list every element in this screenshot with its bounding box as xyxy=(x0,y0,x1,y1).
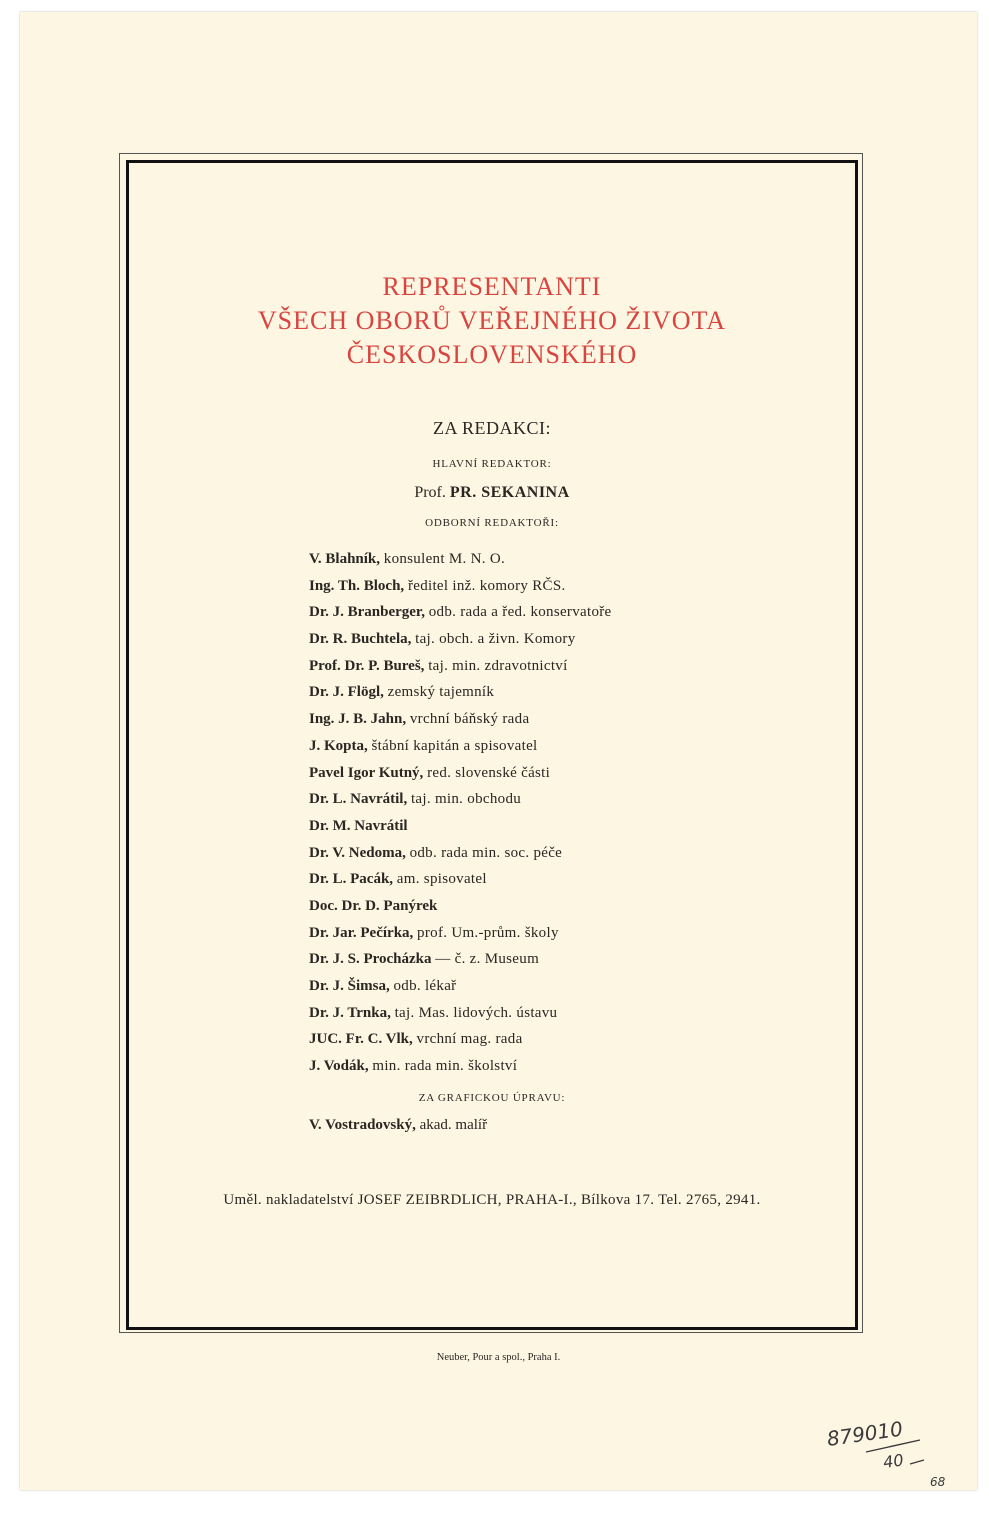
editor-entry xyxy=(309,679,612,706)
editor-name: Dr. R. Buchtela, xyxy=(309,631,412,648)
editor-name: J. Kopta, xyxy=(309,737,368,754)
editor-entry xyxy=(309,920,612,947)
printer-imprint: Neuber, Pour a spol., Praha I. xyxy=(436,1352,561,1363)
editor-entry xyxy=(309,706,612,733)
editor-entry xyxy=(309,786,612,813)
designer-name: V. Vostradovský, xyxy=(309,1117,416,1133)
svg-text:879010: 879010 xyxy=(825,1418,905,1451)
editor-name: Dr. L. Navrátil, xyxy=(309,791,408,808)
editor-entry xyxy=(309,946,612,973)
editor-entry xyxy=(309,1000,612,1027)
editor-role: prof. Um.-prům. školy xyxy=(417,924,559,941)
editor-entry xyxy=(309,653,612,680)
editor-role: taj. obch. a živn. Komory xyxy=(415,631,576,648)
editor-name: Dr. J. Branberger, xyxy=(309,604,425,621)
editor-role: taj. Mas. lidových. ústavu xyxy=(394,1004,558,1021)
editor-role: odb. rada a řed. konservatoře xyxy=(428,604,612,621)
editor-name: Ing. Th. Bloch, xyxy=(309,577,405,594)
editor-name: Dr. V. Nedoma, xyxy=(309,844,406,861)
editor-name: Doc. Dr. D. Panýrek xyxy=(309,897,438,914)
designer-role: akad. malíř xyxy=(419,1117,488,1133)
editor-role: vrchní mag. rada xyxy=(416,1031,523,1048)
document-title xyxy=(126,270,858,372)
editor-role: ředitel inž. komory RČS. xyxy=(407,577,566,594)
chief-editor-name: PR. SEKANINA xyxy=(449,484,570,501)
editor-role: zemský tajemník xyxy=(387,684,495,701)
editor-name: V. Blahník, xyxy=(309,551,381,567)
editor-name: Pavel Igor Kutný, xyxy=(309,764,424,781)
title-line-1: REPRESENTANTI xyxy=(382,272,602,301)
editor-role: — č. z. Museum xyxy=(435,951,540,968)
za-redakci-heading: ZA REDAKCI: xyxy=(433,418,551,438)
editor-entry xyxy=(309,1053,612,1080)
handwritten-archive-number xyxy=(822,1418,962,1493)
hlavni-redaktor-label: HLAVNÍ REDAKTOR: xyxy=(432,458,552,470)
editor-name: Dr. J. S. Procházka xyxy=(309,951,432,968)
editor-role: vrchní báňský rada xyxy=(409,711,530,728)
editor-name: Dr. L. Pacák, xyxy=(309,871,394,888)
editor-name: Ing. J. B. Jahn, xyxy=(309,711,407,728)
editor-role: konsulent M. N. O. xyxy=(383,551,505,567)
editor-entry xyxy=(309,813,612,840)
editor-entry xyxy=(309,573,612,600)
editor-entry xyxy=(309,760,612,787)
title-line-3: ČESKOSLOVENSKÉHO xyxy=(346,340,638,369)
editor-role: taj. min. zdravotnictví xyxy=(428,657,568,674)
editor-role: taj. min. obchodu xyxy=(410,791,522,808)
editor-entry xyxy=(309,973,612,1000)
editor-entry xyxy=(309,599,612,626)
editor-name: Dr. M. Navrátil xyxy=(309,817,408,834)
editor-name: J. Vodák, xyxy=(309,1058,369,1075)
designer-entry xyxy=(309,1117,487,1134)
editor-role: odb. lékař xyxy=(393,978,457,994)
editors-list xyxy=(309,546,612,1080)
editor-entry xyxy=(309,893,612,920)
handwriting-graphic xyxy=(822,1418,962,1493)
svg-text:68: 68 xyxy=(930,1475,946,1489)
editor-name: JUC. Fr. C. Vlk, xyxy=(309,1031,413,1048)
chief-editor-prefix: Prof. xyxy=(414,484,446,501)
chief-editor xyxy=(126,484,858,502)
editor-name: Dr. J. Trnka, xyxy=(309,1004,391,1021)
odborni-redaktori-label: ODBORNÍ REDAKTOŘI: xyxy=(425,517,559,529)
editor-entry xyxy=(309,626,612,653)
publisher-line: Uměl. nakladatelství JOSEF ZEIBRDLICH, PRAHA-I., Bílkova 17. Tel. 2765, 2941. xyxy=(223,1192,761,1208)
editor-role: odb. rada min. soc. péče xyxy=(409,844,563,861)
graficka-uprava-label: ZA GRAFICKOU ÚPRAVU: xyxy=(418,1092,566,1104)
editor-entry xyxy=(309,866,612,893)
svg-text:40: 40 xyxy=(881,1450,905,1472)
editor-name: Dr. J. Šimsa, xyxy=(309,978,390,994)
title-line-2: VŠECH OBORŮ VEŘEJNÉHO ŽIVOTA xyxy=(257,306,727,335)
editor-role: red. slovenské části xyxy=(427,764,551,781)
editor-name: Prof. Dr. P. Bureš, xyxy=(309,657,425,674)
editor-entry xyxy=(309,1026,612,1053)
editor-entry xyxy=(309,840,612,867)
editor-role: min. rada min. školství xyxy=(372,1058,518,1075)
editor-role: am. spisovatel xyxy=(396,871,487,888)
editor-entry xyxy=(309,733,612,760)
editor-role: štábní kapitán a spisovatel xyxy=(371,737,538,754)
editor-entry xyxy=(309,546,612,573)
editor-name: Dr. Jar. Pečírka, xyxy=(309,924,414,941)
editor-name: Dr. J. Flögl, xyxy=(309,684,384,701)
